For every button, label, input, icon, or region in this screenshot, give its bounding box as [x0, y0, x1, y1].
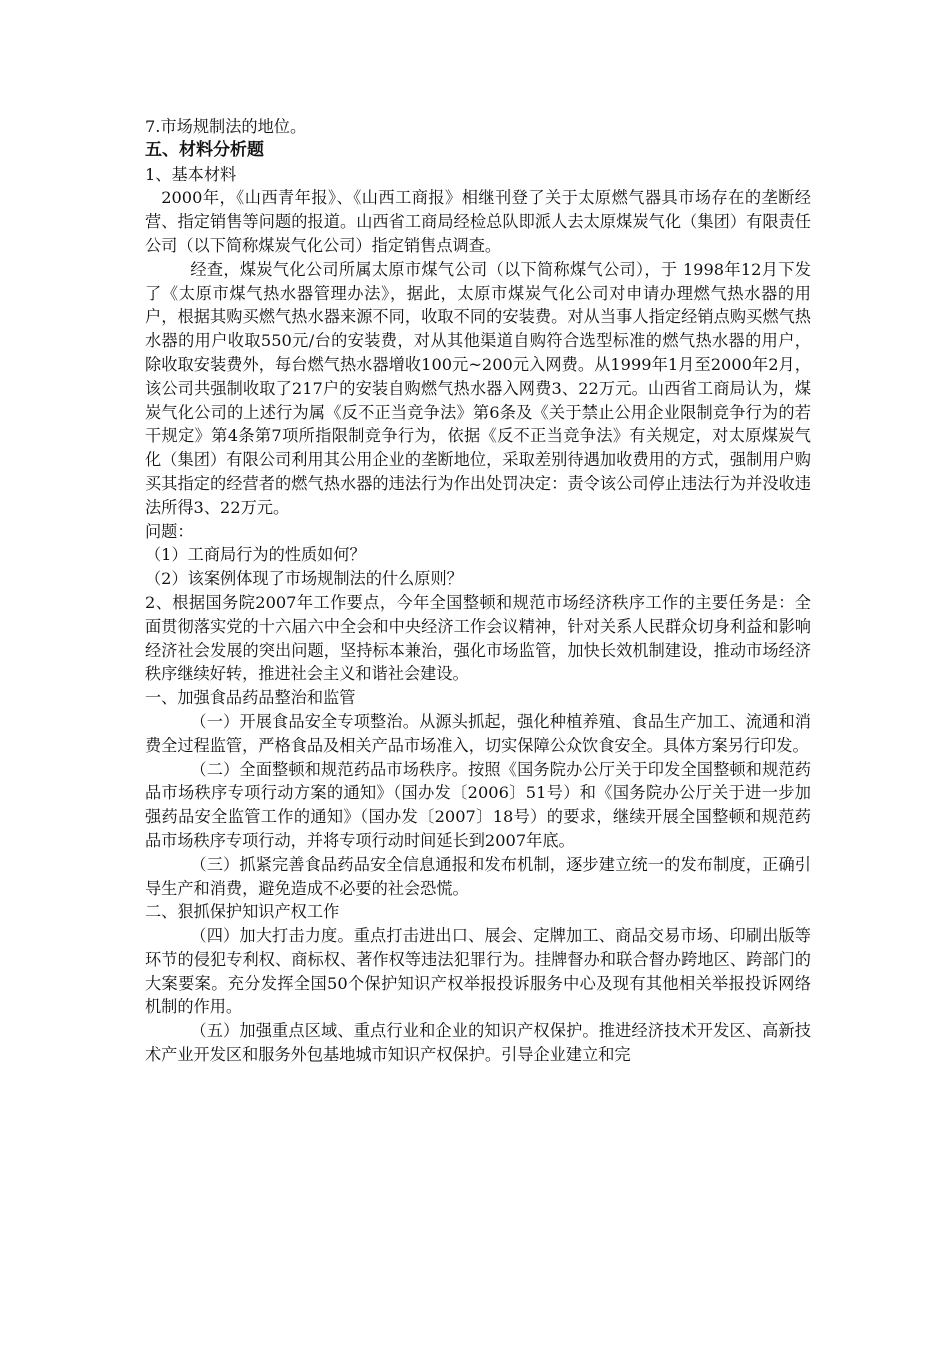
- case1-label: 1、基本材料: [145, 164, 237, 184]
- part1-item-2: （二）全面整顿和规范药品市场秩序。按照《国务院办公厅关于印发全国整顿和规范药品市场秩序专项行动方案的通知》（国办发〔2006〕51号）和《国务院办公厅关于进一步加强药品安全监管工作的通知》（国办发〔2007〕18号）的要求，继续开展全国整顿和规范药品市场秩序专项行动，并将专项行动时间延长到2007年底。: [145, 759, 811, 850]
- questions-label: 问题：: [145, 521, 194, 541]
- document-body: [145, 115, 811, 1067]
- case1-paragraph-2: 经查，煤炭气化公司所属太原市煤气公司（以下简称煤气公司），于 1998年12月下发了《太原市煤气热水器管理办法》，据此，太原市煤炭气化公司对申请办理燃气热水器的用户，根据其购买燃气热水器来源不同，收取不同的安装费。对从当事人指定经销点购买燃气热水器的用户收取550元/台的安装费，对从其他渠道自购符合选型标准的燃气热水器的用户，除收取安装费外，每台燃气热水器增收100元~200元入网费。从1999年1月至2000年2月，该公司共强制收取了217户的安装自购燃气热水器入网费3、22万元。山西省工商局认为，煤炭气化公司的上述行为属《反不正当竞争法》第6条及《关于禁止公用企业限制竞争行为的若干规定》第4条第7项所指限制竞争行为，依据《反不正当竞争法》有关规定，对太原煤炭气化（集团）有限公司利用其公用企业的垄断地位，采取差别待遇加收费用的方式，强制用户购买其指定的经营者的燃气热水器的违法行为作出处罚决定：责令该公司停止违法行为并没收违法所得3、22万元。: [145, 259, 811, 517]
- question-2: （2）该案例体现了市场规制法的什么原则？: [145, 569, 463, 589]
- question-1: （1）工商局行为的性质如何？: [145, 545, 366, 565]
- part2-item-5: （五）加强重点区域、重点行业和企业的知识产权保护。推进经济技术开发区、高新技术产业开发区和服务外包基地城市知识产权保护。引导企业建立和完: [145, 1021, 811, 1065]
- part1-item-1: （一）开展食品安全专项整治。从源头抓起，强化种植养殖、食品生产加工、流通和消费全过程监管，严格食品及相关产品市场准入，切实保障公众饮食安全。具体方案另行印发。: [145, 711, 811, 755]
- case2-intro: 2、根据国务院2007年工作要点，今年全国整顿和规范市场经济秩序工作的主要任务是：全面贯彻落实党的十六届六中全会和中央经济工作会议精神，针对关系人民群众切身利益和影响经济社会发展的突出问题，坚持标本兼治，强化市场监管，加快长效机制建设，推动市场经济秩序继续好转，推进社会主义和谐社会建设。: [145, 592, 811, 684]
- part2-item-4: （四）加大打击力度。重点打击进出口、展会、定牌加工、商品交易市场、印刷出版等环节的侵犯专利权、商标权、著作权等违法犯罪行为。挂牌督办和联合督办跨地区、跨部门的大案要案。充分发挥全国50个保护知识产权举报投诉服务中心及现有其他相关举报投诉网络机制的作用。: [145, 926, 811, 1017]
- item-7: 7.市场规制法的地位。: [145, 117, 307, 136]
- case1-paragraph-1: 2000年，《山西青年报》、《山西工商报》相继刊登了关于太原燃气器具市场存在的垄断经营、指定销售等问题的报道。山西省工商局经检总队即派人去太原煤炭气化（集团）有限责任公司（以下简称煤炭气化公司）指定销售点调查。: [145, 188, 811, 255]
- part1-item-3: （三）抓紧完善食品药品安全信息通报和发布机制，逐步建立统一的发布制度，正确引导生产和消费，避免造成不必要的社会恐慌。: [145, 854, 811, 898]
- section-heading-materials: 五、材料分析题: [145, 139, 264, 160]
- part2-heading: 二、狠抓保护知识产权工作: [145, 902, 340, 922]
- part1-heading: 一、加强食品药品整治和监管: [145, 688, 356, 708]
